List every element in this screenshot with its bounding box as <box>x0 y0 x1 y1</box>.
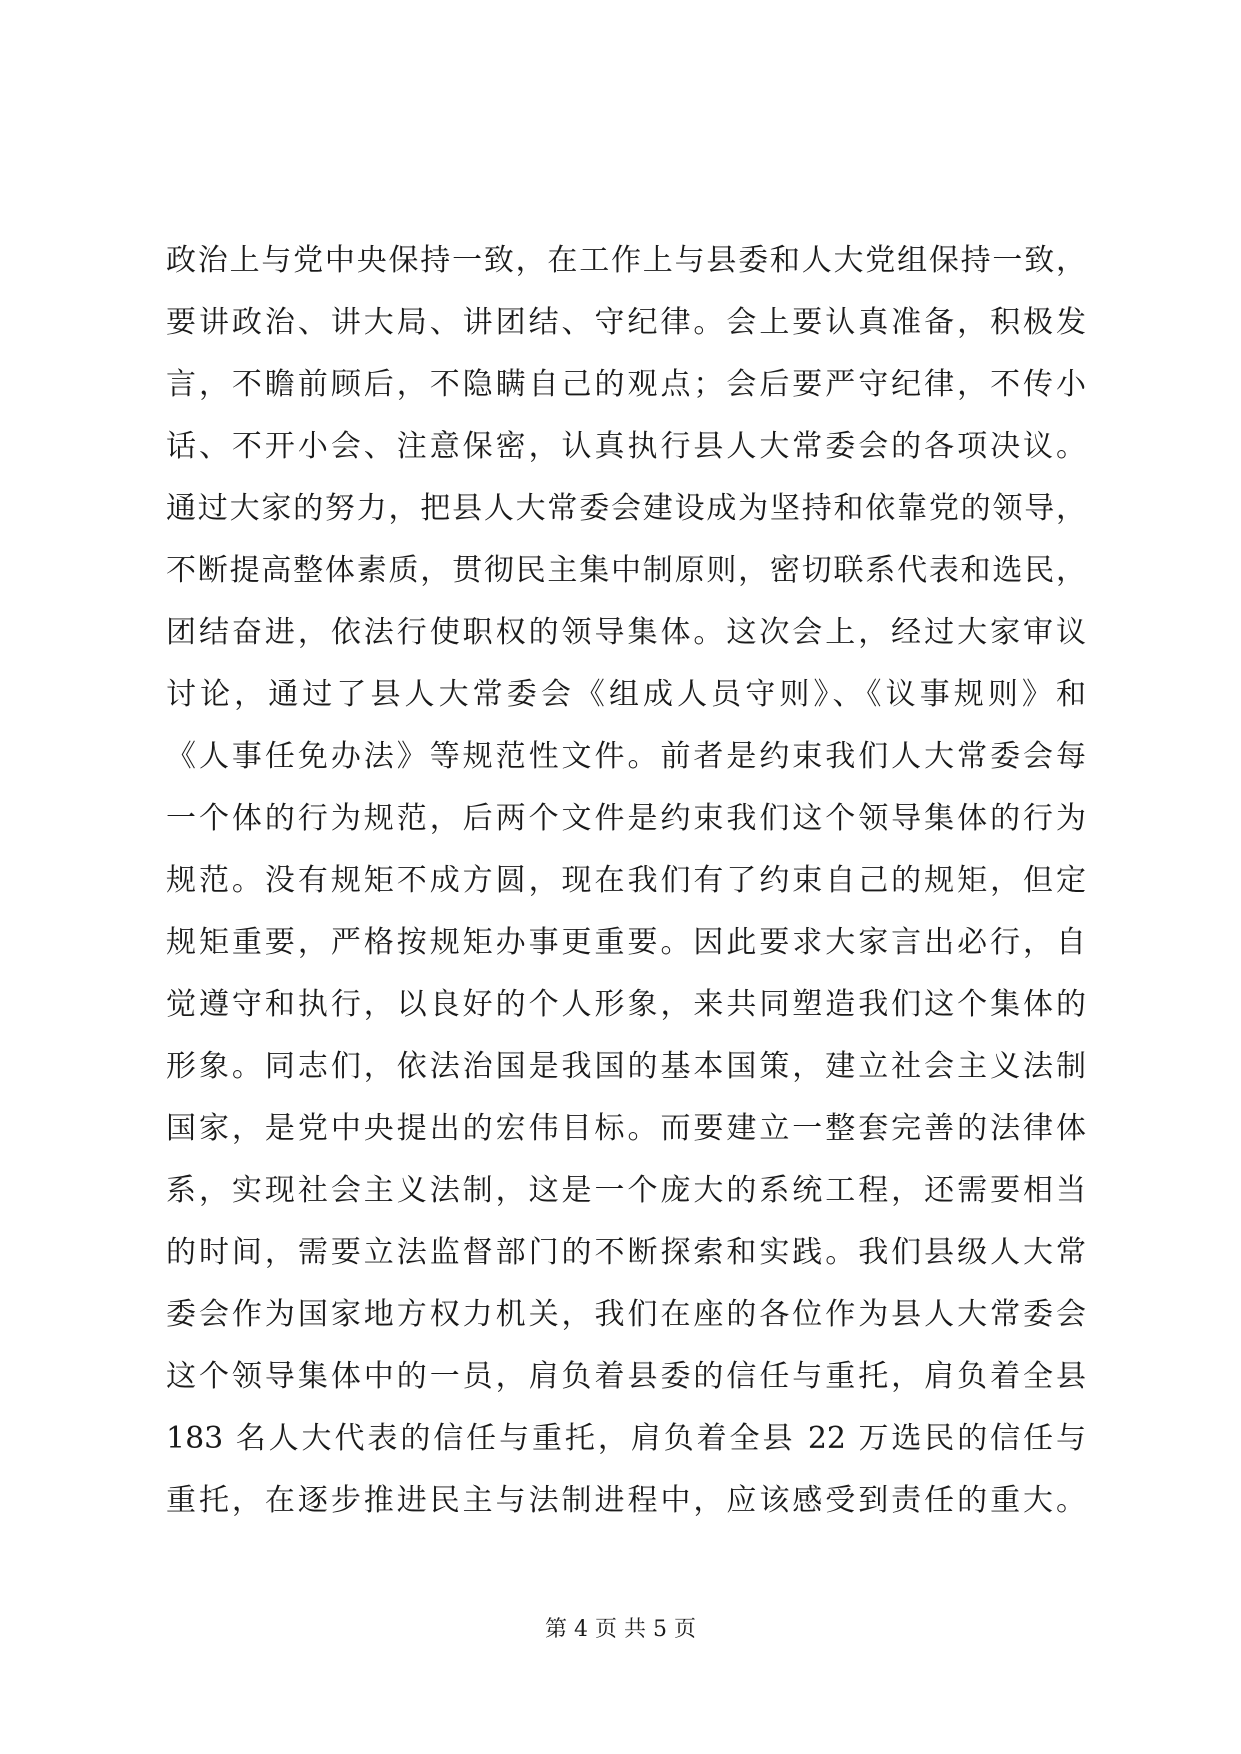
text-line: 话、不开小会、注意保密，认真执行县人大常委会的各项决议。 <box>166 429 1086 464</box>
text-line: 觉遵守和执行，以良好的个人形象，来共同塑造我们这个集体的 <box>166 987 1086 1022</box>
body-paragraph <box>166 230 1086 1532</box>
text-line: 讨论，通过了县人大常委会《组成人员守则》、《议事规则》和 <box>166 677 1086 712</box>
text-line: 通过大家的努力，把县人大常委会建设成为坚持和依靠党的领导， <box>166 491 1086 526</box>
text-line: 国家，是党中央提出的宏伟目标。而要建立一整套完善的法律体 <box>166 1111 1086 1146</box>
text-line: 委会作为国家地方权力机关，我们在座的各位作为县人大常委会 <box>166 1297 1086 1332</box>
text-line: 政治上与党中央保持一致，在工作上与县委和人大党组保持一致， <box>166 243 1086 278</box>
text-line: 一个体的行为规范，后两个文件是约束我们这个领导集体的行为 <box>166 801 1086 836</box>
text-line: 183 名人大代表的信任与重托，肩负着全县 22 万选民的信任与 <box>166 1421 1086 1456</box>
text-line: 团结奋进，依法行使职权的领导集体。这次会上，经过大家审议 <box>166 615 1086 650</box>
text-line: 规矩重要，严格按规矩办事更重要。因此要求大家言出必行，自 <box>166 925 1086 960</box>
text-line: 不断提高整体素质，贯彻民主集中制原则，密切联系代表和选民， <box>166 553 1086 588</box>
text-line: 要讲政治、讲大局、讲团结、守纪律。会上要认真准备，积极发 <box>166 305 1086 340</box>
text-line: 重托，在逐步推进民主与法制进程中，应该感受到责任的重大。 <box>166 1483 1086 1518</box>
text-line: 形象。同志们，依法治国是我国的基本国策，建立社会主义法制 <box>166 1049 1086 1084</box>
text-line: 的时间，需要立法监督部门的不断探索和实践。我们县级人大常 <box>166 1235 1086 1270</box>
text-line: 系，实现社会主义法制，这是一个庞大的系统工程，还需要相当 <box>166 1173 1086 1208</box>
text-line: 《人事任免办法》等规范性文件。前者是约束我们人大常委会每 <box>166 739 1086 774</box>
text-line: 言，不瞻前顾后，不隐瞒自己的观点；会后要严守纪律，不传小 <box>166 367 1086 402</box>
page-number-footer: 第 4 页 共 5 页 <box>545 1617 696 1642</box>
text-line: 这个领导集体中的一员，肩负着县委的信任与重托，肩负着全县 <box>166 1359 1086 1394</box>
text-line: 规范。没有规矩不成方圆，现在我们有了约束自己的规矩，但定 <box>166 863 1086 898</box>
